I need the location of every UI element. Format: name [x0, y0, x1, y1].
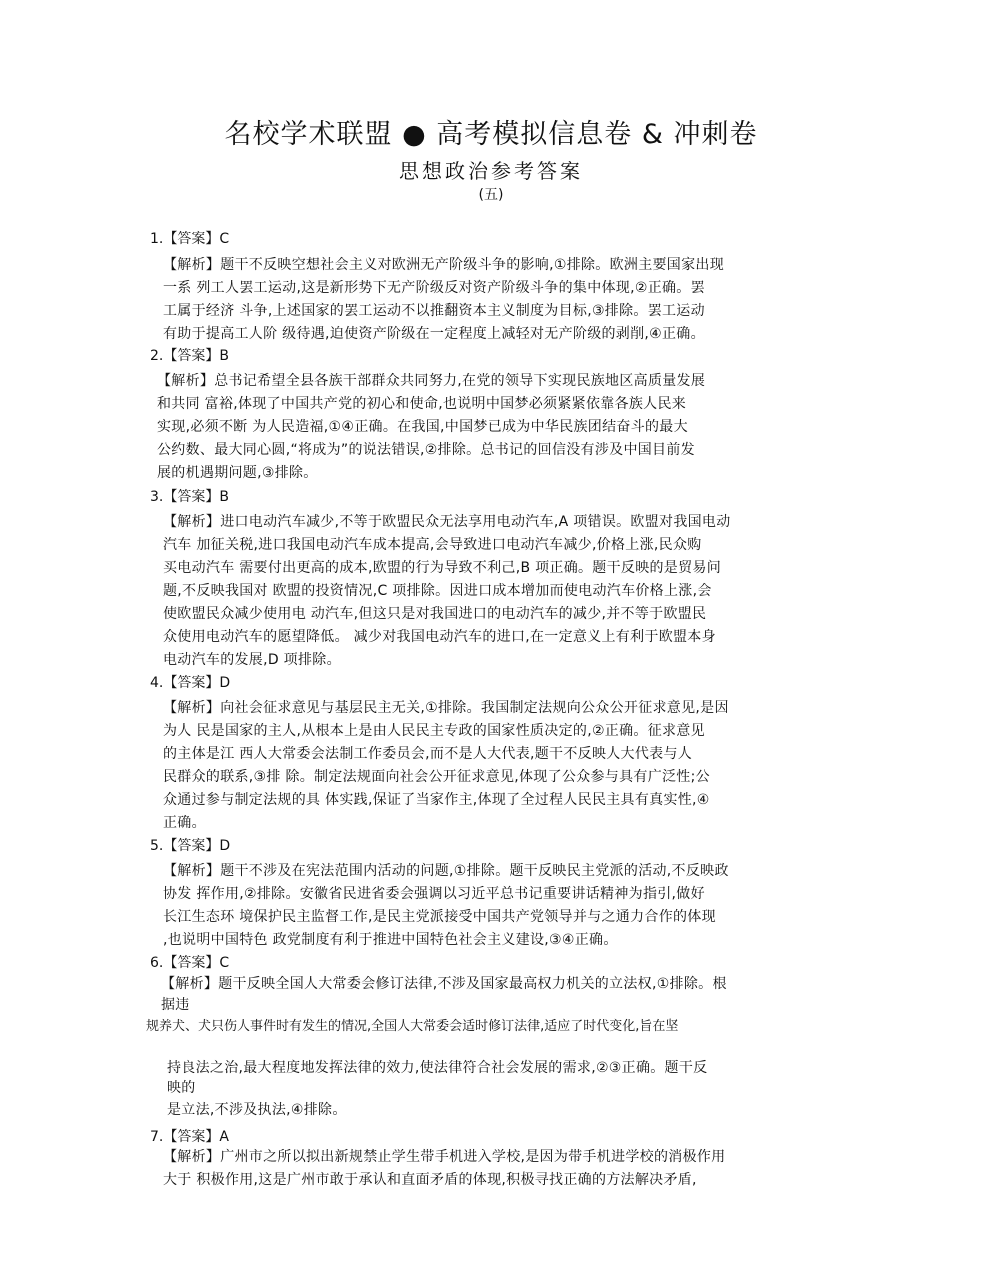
- analysis-line: 汽车 加征关税,进口我国电动汽车成本提高,会导致进口电动汽车减少,价格上涨,民众购: [163, 537, 702, 553]
- analysis-line: 公约数、最大同心圆,“将成为”的说法错误,②排除。总书记的回信没有涉及中国目前发: [157, 442, 695, 458]
- analysis-line: ,也说明中国特色 政党制度有利于推进中国特色社会主义建设,③④正确。: [163, 932, 618, 948]
- document-subtitle: 思想政治参考答案: [399, 159, 583, 183]
- analysis-6c: [167, 1058, 707, 1098]
- analysis-line: 【解析】广州市之所以拟出新规禁止学生带手机进入学校,是因为带手机进学校的消极作用: [163, 1149, 726, 1165]
- analysis-line: 【解析】进口电动汽车减少,不等于欧盟民众无法享用电动汽车,A 项错误。欧盟对我国电动: [163, 514, 731, 530]
- analysis-4: [163, 697, 729, 835]
- analysis-line: 是立法,不涉及执法,④排除。: [167, 1102, 347, 1118]
- analysis-line: 买电动汽车 需要付出更高的成本,欧盟的行为导致不利己,B 项正确。题干反映的是贸易问: [163, 560, 722, 576]
- volume-number: (五): [478, 187, 504, 203]
- analysis-6a: [161, 974, 727, 1016]
- document-title: 名校学术联盟 ● 高考模拟信息卷 & 冲刺卷: [224, 119, 758, 150]
- analysis-7: [163, 1146, 725, 1192]
- analysis-line: 正确。: [163, 815, 206, 831]
- analysis-line: 协发 挥作用,②排除。安徽省民进省委会强调以习近平总书记重要讲话精神为指引,做好: [163, 886, 705, 902]
- analysis-2: [157, 370, 705, 485]
- analysis-line: 一系 列工人罢工运动,这是新形势下无产阶级反对资产阶级斗争的集中体现,②正确。罢: [163, 280, 705, 296]
- analysis-line: 使欧盟民众减少使用电 动汽车,但这只是对我国进口的电动汽车的减少,并不等于欧盟民: [163, 606, 707, 622]
- answer-1: 1.【答案】C: [150, 231, 230, 247]
- analysis-line: 电动汽车的发展,D 项排除。: [163, 652, 341, 668]
- analysis-line: 映的: [167, 1080, 196, 1096]
- analysis-line: 长江生态环 境保护民主监督工作,是民主党派接受中国共产党领导并与之通力合作的体现: [163, 909, 716, 925]
- answer-7: 7.【答案】A: [150, 1129, 229, 1145]
- analysis-line: 众通过参与制定法规的具 体实践,保证了当家作主,体现了全过程人民民主具有真实性,④: [163, 792, 710, 808]
- analysis-6d: [167, 1099, 347, 1122]
- analysis-line: 众使用电动汽车的愿望降低。 减少对我国电动汽车的进口,在一定意义上有利于欧盟本身: [163, 629, 716, 645]
- analysis-line: 展的机遇期问题,③排除。: [157, 465, 318, 481]
- analysis-line: 持良法之治,最大程度地发挥法律的效力,使法律符合社会发展的需求,②③正确。题干反: [167, 1060, 708, 1076]
- analysis-line: 有助于提高工人阶 级待遇,迫使资产阶级在一定程度上减轻对无产阶级的剥削,④正确。: [163, 326, 705, 342]
- analysis-line: 实现,必须不断 为人民造福,①④正确。在我国,中国梦已成为中华民族团结奋斗的最大: [157, 419, 688, 435]
- analysis-line: 为人 民是国家的主人,从根本上是由人民民主专政的国家性质决定的,②正确。征求意见: [163, 723, 705, 739]
- answer-2: 2.【答案】B: [150, 348, 229, 364]
- analysis-line: 的主体是江 西人大常委会法制工作委员会,而不是人大代表,题干不反映人大代表与人: [163, 746, 693, 762]
- analysis-line: 【解析】总书记希望全县各族干部群众共同努力,在党的领导下实现民族地区高质量发展: [157, 373, 706, 389]
- analysis-line: 题,不反映我国对 欧盟的投资情况,C 项排除。因进口成本增加而使电动汽车价格上涨,会: [163, 583, 712, 599]
- analysis-line: 规养犬、犬只伤人事件时有发生的情况,全国人大常委会适时修订法律,适应了时代变化,旨在坚: [146, 1019, 679, 1034]
- analysis-line: 【解析】题干不涉及在宪法范围内活动的问题,①排除。题干反映民主党派的活动,不反映政: [163, 863, 729, 879]
- analysis-line: 【解析】题干不反映空想社会主义对欧洲无产阶级斗争的影响,①排除。欧洲主要国家出现: [163, 257, 724, 273]
- analysis-line: 【解析】向社会征求意见与基层民主无关,①排除。我国制定法规向公众公开征求意见,是因: [163, 700, 729, 716]
- analysis-line: 民群众的联系,③排 除。制定法规面向社会公开征求意见,体现了公众参与具有广泛性;公: [163, 769, 710, 785]
- analysis-6b: [146, 1015, 678, 1038]
- analysis-line: 据违: [161, 997, 190, 1013]
- analysis-line: 【解析】题干反映全国人大常委会修订法律,不涉及国家最高权力机关的立法权,①排除。根: [161, 976, 727, 992]
- analysis-1: [163, 254, 724, 346]
- analysis-5: [163, 860, 729, 952]
- analysis-line: 工属于经济 斗争,上述国家的罢工运动不以推翻资本主义制度为目标,③排除。罢工运动: [163, 303, 705, 319]
- answer-4: 4.【答案】D: [150, 675, 231, 691]
- analysis-3: [163, 511, 731, 672]
- answer-3: 3.【答案】B: [150, 489, 229, 505]
- analysis-line: 大于 积极作用,这是广州市敢于承认和直面矛盾的体现,积极寻找正确的方法解决矛盾,: [163, 1172, 697, 1188]
- answer-5: 5.【答案】D: [150, 838, 231, 854]
- analysis-line: 和共同 富裕,体现了中国共产党的初心和使命,也说明中国梦必须紧紧依靠各族人民来: [157, 396, 687, 412]
- answer-6: 6.【答案】C: [150, 955, 230, 971]
